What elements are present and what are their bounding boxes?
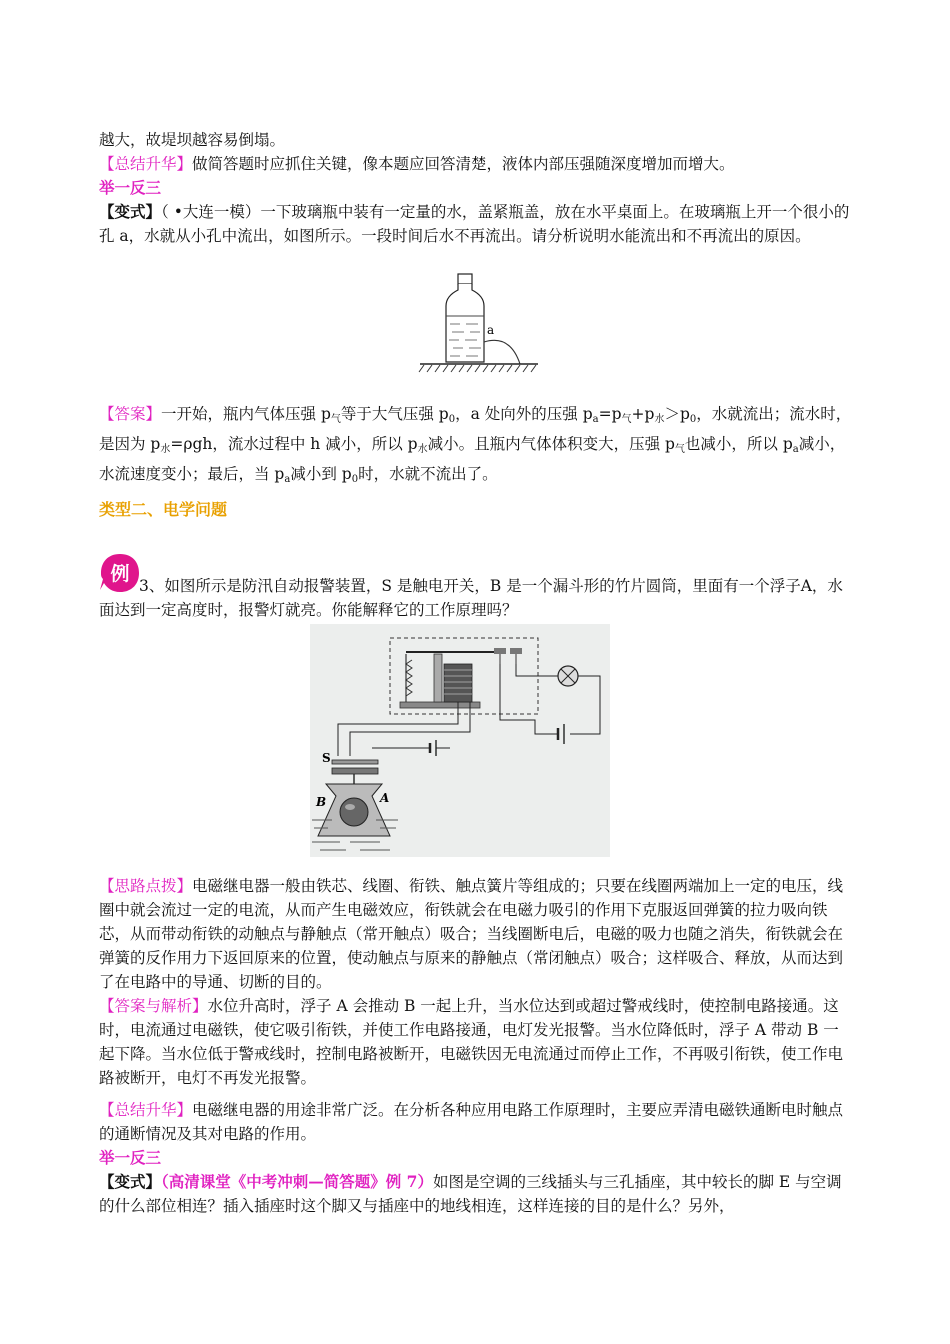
subscript: a <box>284 474 291 485</box>
variant-tag: 【变式】 <box>99 1172 162 1191</box>
subscript: 水 <box>654 414 665 425</box>
badge-label: 例 <box>110 563 130 585</box>
variant-reference: （高清课堂《中考冲刺—简答题》例 7） <box>161 1172 433 1191</box>
answer-text: 等于大气压强 p <box>340 405 449 423</box>
subscript: 0 <box>689 414 697 425</box>
answer-text: 也减小，所以 p <box>684 435 793 453</box>
answer-text: ＞p <box>664 405 690 423</box>
text-line: 越大，故堤坝越容易倒塌。 <box>99 131 286 149</box>
practice-heading-2: 举一反三 <box>99 1148 162 1167</box>
answer-text: 减小。且瓶内气体体积变大，压强 p <box>427 435 675 453</box>
funnel-label: B <box>316 795 327 809</box>
variant-text: 如图是空调的三线插头与三孔插座，其中较长的脚 E 与空调的什么部位相连？插入插座时这个脚又与插座中的地线相连，这样连接的目的是什么？另外， <box>99 1173 842 1215</box>
answer-text: 一开始，瓶内气体压强 p <box>161 405 331 423</box>
answer-text: 减小到 p <box>290 465 352 483</box>
analysis-paragraph <box>99 994 852 1090</box>
subscript: a <box>792 444 799 455</box>
summary-text: 做简答题时应抓住关键，像本题应回答清楚，液体内部压强随深度增加而增大。 <box>192 155 735 173</box>
variant-text: （ •大连一模）一下玻璃瓶中装有一定量的水，盖紧瓶盖，放在水平桌面上。在玻璃瓶上开一个很小的孔 a，水就从小孔中流出，如图所示。一段时间后水不再流出。请分析说明水能流出和不再流出的原因。 <box>99 203 850 245</box>
answer-text: +p <box>631 405 655 423</box>
answer-text: =ρgh，流水过程中 h 减小，所以 p <box>170 435 418 453</box>
subscript: 0 <box>448 414 456 425</box>
answer-paragraph <box>99 402 852 492</box>
subscript: 气 <box>674 444 685 455</box>
answer-tag: 【答案】 <box>99 405 162 423</box>
hole-label: a <box>487 323 495 337</box>
subscript: 气 <box>330 414 341 425</box>
switch-label: S <box>322 751 331 765</box>
answer-text: 时，水就不流出了。 <box>358 465 498 483</box>
variant-tag: 【变式】 <box>99 202 162 221</box>
answer-text: ，水就流出；流水时，是因为 p <box>99 405 852 453</box>
question-3: 3、如图所示是防汛自动报警装置，S 是触电开关，B 是一个漏斗形的竹片圆筒，里面有一个浮子A，水面达到一定高度时，报警灯就亮。你能解释它的工作原理吗？ <box>99 577 843 619</box>
hint-text: 电磁继电器一般由铁芯、线圈、衔铁、触点簧片等组成的；只要在线圈两端加上一定的电压，线圈中就会流过一定的电流，从而产生电磁效应，衔铁就会在电磁力吸引的作用下克服返回弹簧的拉力吸向铁芯，从而带动衔铁的动触点与静触点（常开触点）吸合；当线圈断电后，电磁的吸力也随之消失，衔铁就会在弹簧的反作用力下返回原来的位置，使动触点与原来的静触点（常闭触点）吸合；这样吸合、释放，从而达到了在电路中的导通、切断的目的。 <box>99 877 844 991</box>
hint-paragraph <box>99 874 852 994</box>
subscript: a <box>592 414 599 425</box>
analysis-text: 水位升高时，浮子 A 会推动 B 一起上升，当水位达到或超过警戒线时，使控制电路接通。这时，电流通过电磁铁，使它吸引衔铁，并使工作电路接通，电灯发光报警。当水位降低时，浮子 A 带动 B 一起下降。当水位低于警戒线时，控制电路被断开，电磁铁因无电流通过而停止工作，不再吸引衔铁，使工作电路被断开，电灯不再发光报警。 <box>99 997 844 1087</box>
subscript: 水 <box>417 444 428 455</box>
section-heading: 类型二、电学问题 <box>99 500 228 519</box>
practice-heading-1: 举一反三 <box>99 178 162 197</box>
variant-question-2 <box>99 1170 852 1218</box>
summary-paragraph-1 <box>99 152 852 176</box>
summary-tag: 【总结升华】 <box>99 155 193 173</box>
subscript: 气 <box>621 414 632 425</box>
float-label: A <box>380 791 390 805</box>
summary-text: 电磁继电器的用途非常广泛。在分析各种应用电路工作原理时，主要应弄清电磁铁通断电时触点的通断情况及其对电路的作用。 <box>99 1101 844 1143</box>
hint-tag: 【思路点拨】 <box>99 877 193 895</box>
subscript: 水 <box>160 444 171 455</box>
bottle-figure <box>418 272 540 380</box>
answer-text: =p <box>598 405 622 423</box>
alarm-circuit-figure <box>310 624 610 857</box>
summary-tag: 【总结升华】 <box>99 1101 193 1119</box>
answer-text: ，a 处向外的压强 p <box>455 405 593 423</box>
answer-text: 减小，水流速度变小；最后，当 p <box>99 435 846 483</box>
subscript: 0 <box>351 474 359 485</box>
variant-question-1 <box>99 200 852 248</box>
summary-paragraph-2 <box>99 1098 852 1146</box>
analysis-tag: 【答案与解析】 <box>99 997 208 1015</box>
